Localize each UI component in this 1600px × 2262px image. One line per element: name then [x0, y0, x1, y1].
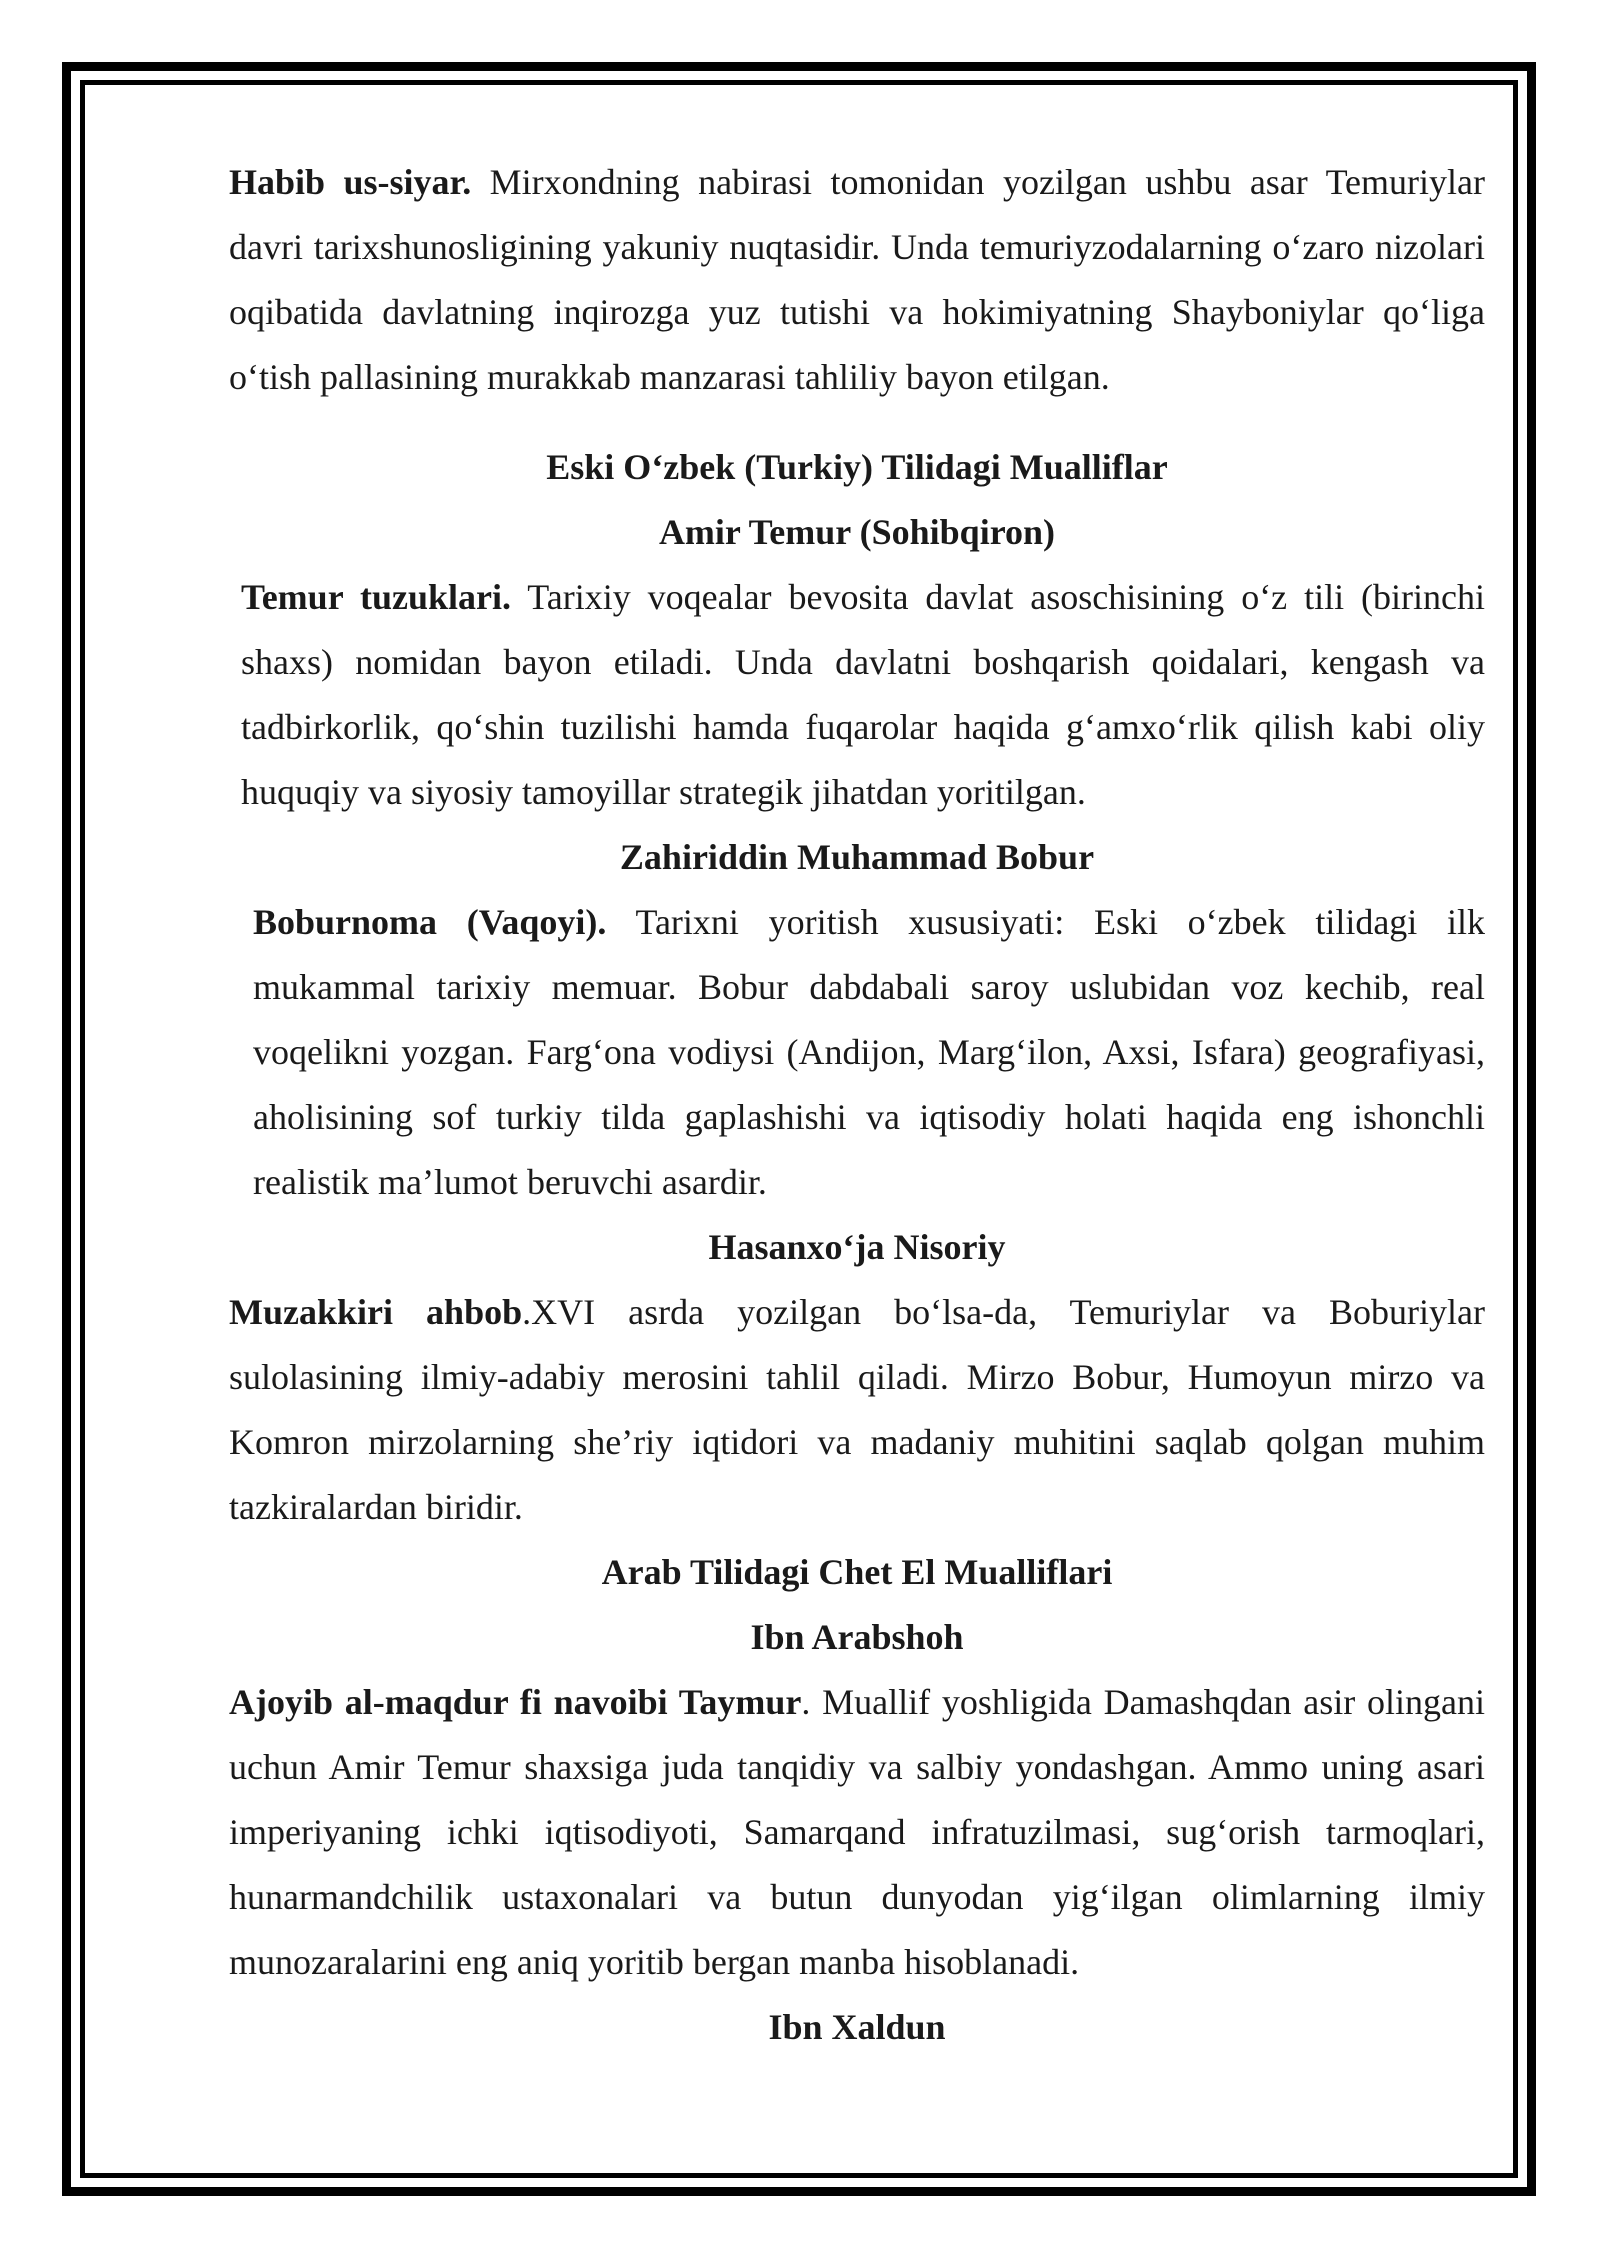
- paragraph-text: Tarixiy voqealar bevosita davlat asoschisining o‘z tili (birinchi shaxs) nomidan bayon etiladi. Unda davlatni boshqarish qoidalari, kengash va tadbirkorlik, qo‘shin tuzilishi hamda fuqarolar haqida g‘amxo‘rlik qilish kabi oliy huquqiy va siyosiy tamoyillar strategik jihatdan yoritilgan.: [241, 577, 1485, 812]
- section-heading-arab: Arab Tilidagi Chet El Mualliflari: [601, 1552, 1113, 1592]
- spacer: [229, 410, 1485, 435]
- author-heading-ibn-arabshoh: Ibn Arabshoh: [750, 1617, 964, 1657]
- paragraph-boburnoma: [229, 890, 1485, 1215]
- work-title-muzakkiri-ahbob: Muzakkiri ahbob: [229, 1292, 523, 1332]
- paragraph-text: Mirxondning nabirasi tomonidan yozilgan ushbu asar Temuriylar davri tarixshunosligining yakuniy nuqtasidir. Unda temuriyzodalarning o‘zaro nizolari oqibatida davlatning inqirozga yuz tutishi va hokimiyatning Shayboniylar qo‘liga o‘tish pallasining murakkab manzarasi tahliliy bayon etilgan.: [229, 162, 1485, 397]
- paragraph-text: .XVI asrda yozilgan bo‘lsa-da, Temuriylar va Boburiylar sulolasining ilmiy-adabiy merosini tahlil qiladi. Mirzo Bobur, Humoyun mirzo va Komron mirzolarning she’riy iqtidori va madaniy muhitini saqlab qolgan muhim tazkiralardan biridir.: [229, 1292, 1485, 1527]
- paragraph-habib-us-siyar: [229, 150, 1485, 410]
- paragraph-ajoyib-al-maqdur: [229, 1670, 1485, 1995]
- author-heading-bobur: Zahiriddin Muhammad Bobur: [619, 837, 1095, 877]
- author-heading-amir-temur: Amir Temur (Sohibqiron): [658, 512, 1056, 552]
- paragraph-temur-tuzuklari: [229, 565, 1485, 825]
- section-heading-turkiy: Eski O‘zbek (Turkiy) Tilidagi Mualliflar: [546, 447, 1168, 487]
- work-title-habib-us-siyar: Habib us-siyar.: [229, 162, 472, 202]
- paragraph-text: Tarixni yoritish xususiyati: Eski o‘zbek tilidagi ilk mukammal tarixiy memuar. Bobur dabdabali saroy uslubidan voz kechib, real voqelikni yozgan. Farg‘ona vodiysi (Andijon, Marg‘ilon, Axsi, Isfara) geografiyasi, aholisining sof turkiy tilda gaplashishi va iqtisodiy holati haqida eng ishonchli realistik ma’lumot beruvchi asardir.: [253, 902, 1485, 1202]
- author-heading-nisoriy: Hasanxo‘ja Nisoriy: [708, 1227, 1006, 1267]
- paragraph-text: . Muallif yoshligida Damashqdan asir olingani uchun Amir Temur shaxsiga juda tanqidiy va salbiy yondashgan. Ammo uning asari imperiyaning ichki iqtisodiyoti, Samarqand infratuzilmasi, sug‘orish tarmoqlari, hunarmandchilik ustaxonalari va butun dunyodan yig‘ilgan olimlarning ilmiy munozaralarini eng aniq yoritib bergan manba hisoblanadi.: [229, 1682, 1485, 1982]
- work-title-boburnoma: Boburnoma (Vaqoyi).: [253, 902, 607, 942]
- document-body: [229, 150, 1485, 2060]
- work-title-ajoyib-al-maqdur: Ajoyib al-maqdur fi navoibi Taymur: [229, 1682, 802, 1722]
- paragraph-muzakkiri-ahbob: [229, 1280, 1485, 1540]
- author-heading-ibn-xaldun: Ibn Xaldun: [768, 2007, 946, 2047]
- work-title-temur-tuzuklari: Temur tuzuklari.: [241, 577, 511, 617]
